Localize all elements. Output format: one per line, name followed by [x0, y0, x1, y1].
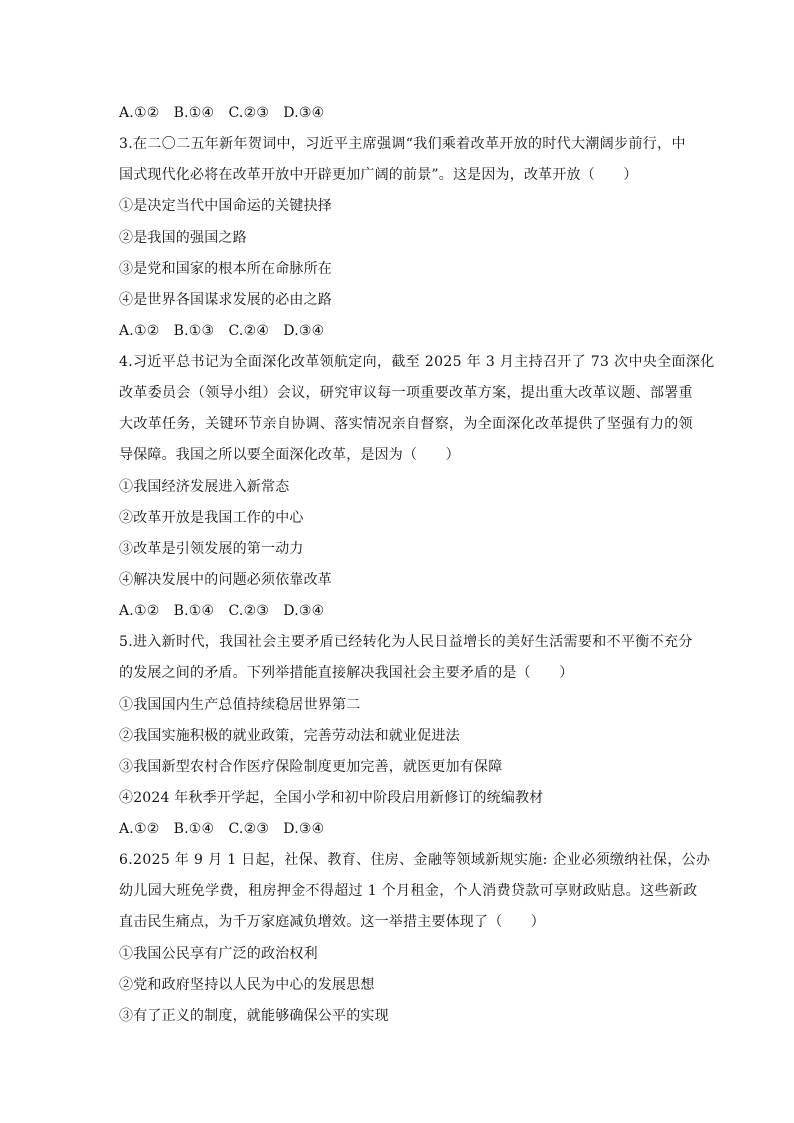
- q4-option-4: ④解决发展中的问题必须依靠改革: [119, 572, 332, 588]
- q4-option-2: ②改革开放是我国工作的中心: [119, 510, 304, 526]
- q3-option-3: ③是党和国家的根本所在命脉所在: [119, 261, 332, 277]
- q5-option-3: ③我国新型农村合作医疗保险制度更加完善，就医更加有保障: [119, 759, 503, 775]
- q5-answer-options: A.①② B.①④ C.②③ D.③④: [119, 821, 325, 837]
- q4-answer-options: A.①② B.①④ C.②③ D.③④: [119, 603, 325, 619]
- q3-stem-line-2: 国式现代化必将在改革开放中开辟更加广阔的前景”。这是因为，改革开放（ ）: [119, 167, 638, 183]
- q4-stem-line-3: 大改革任务，关键环节亲自协调、落实情况亲自督察，为全面深化改革提供了坚强有力的领: [119, 416, 693, 432]
- q6-option-3: ③有了正义的制度，就能够确保公平的实现: [119, 1008, 389, 1024]
- q2-answer-options: A.①② B.①④ C.②③ D.③④: [119, 105, 325, 121]
- q4-stem-line-4: 导保障。我国之所以要全面深化改革，是因为（ ）: [119, 447, 460, 463]
- q6-option-2: ②党和政府坚持以人民为中心的发展思想: [119, 977, 375, 993]
- q6-stem-line-1: 6.2025 年 9 月 1 日起，社保、教育、住房、金融等领域新规实施: 企业必须缴纳社保，公办: [119, 852, 711, 868]
- q3-stem-line-1: 3.在二〇二五年新年贺词中，习近平主席强调“我们乘着改革开放的时代大潮阔步前行，中: [119, 136, 686, 152]
- q5-stem-line-1: 5.进入新时代，我国社会主要矛盾已经转化为人民日益增长的美好生活需要和不平衡不充分: [119, 634, 693, 650]
- q5-option-1: ①我国国内生产总值持续稳居世界第二: [119, 697, 361, 713]
- q3-option-2: ②是我国的强国之路: [119, 230, 247, 246]
- q6-stem-line-2: 幼儿园大班免学费，租房押金不得超过 1 个月租金，个人消费贷款可享财政贴息。这些新政: [119, 883, 698, 899]
- q4-option-3: ③改革是引领发展的第一动力: [119, 541, 304, 557]
- q3-option-4: ④是世界各国谋求发展的必由之路: [119, 292, 332, 308]
- q3-answer-options: A.①② B.①③ C.②④ D.③④: [119, 323, 325, 339]
- q5-stem-line-2: 的发展之间的矛盾。下列举措能直接解决我国社会主要矛盾的是（ ）: [119, 665, 574, 681]
- q4-stem-line-2: 改革委员会（领导小组）会议，研究审议每一项重要改革方案，提出重大改革议题、部署重: [119, 385, 693, 401]
- q6-option-1: ①我国公民享有广泛的政治权利: [119, 946, 318, 962]
- q5-option-4: ④2024 年秋季开学起，全国小学和初中阶段启用新修订的统编教材: [119, 790, 544, 806]
- q6-stem-line-3: 直击民生痛点，为千万家庭减负增效。这一举措主要体现了（ ）: [119, 914, 545, 930]
- q3-option-1: ①是决定当代中国命运的关键抉择: [119, 198, 332, 214]
- q4-option-1: ①我国经济发展进入新常态: [119, 479, 290, 495]
- q4-stem-line-1: 4.习近平总书记为全面深化改革领航定向，截至 2025 年 3 月主持召开了 73 次中央全面深化: [119, 354, 715, 370]
- q5-option-2: ②我国实施积极的就业政策，完善劳动法和就业促进法: [119, 728, 460, 744]
